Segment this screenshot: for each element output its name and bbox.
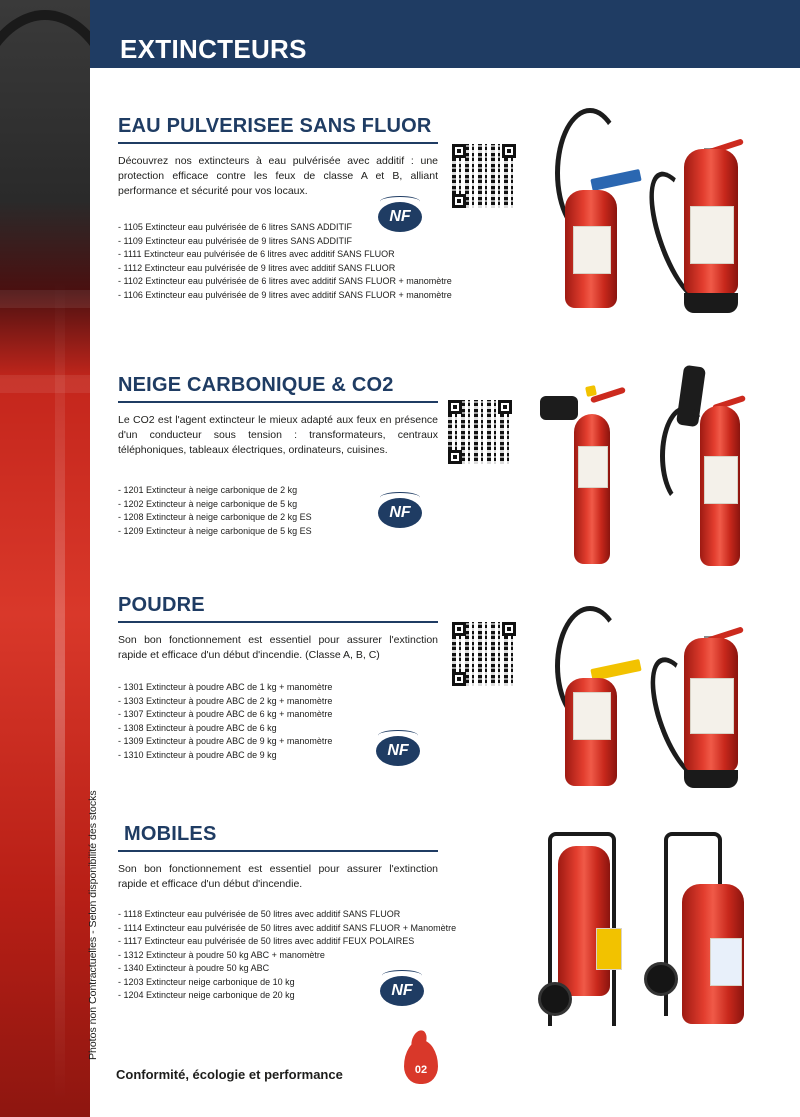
list-item: - 1106 Extincteur eau pulvérisée de 9 litres avec additif SANS FLUOR + manomètre <box>118 289 452 300</box>
section-title: POUDRE <box>118 594 438 623</box>
section-description: Découvrez nos extincteurs à eau pulvérisée avec additif : une protection efficace contre les feux de classe A et B, alliant performance et sécurité pour vos locaux. <box>118 155 438 197</box>
list-item: - 1117 Extincteur eau pulvérisée de 50 litres avec additif FEUX POLAIRES <box>118 936 415 946</box>
section-title: EAU PULVERISEE SANS FLUOR <box>118 115 438 144</box>
product-label <box>690 206 734 264</box>
nf-certification-logo: NF <box>376 736 420 766</box>
side-photo-shine <box>55 280 65 1100</box>
cylinder <box>574 414 610 564</box>
list-item: - 1202 Extincteur à neige carbonique de 5 kg <box>118 498 298 509</box>
page-number: 02 <box>414 1064 428 1076</box>
qr-code-icon[interactable] <box>450 620 518 688</box>
section-description: Son bon fonctionnement est essentiel pour assurer l'extinction rapide et efficace d'un début d'incendie. <box>118 863 438 890</box>
list-item: - 1301 Extincteur à poudre ABC de 1 kg + manomètre <box>118 682 333 692</box>
nf-certification-logo: NF <box>378 202 422 232</box>
side-photo-hose <box>0 10 90 290</box>
base <box>684 293 738 313</box>
list-item: - 1203 Extincteur neige carbonique de 10 kg <box>118 976 295 987</box>
list-item: - 1208 Extincteur à neige carbonique de 2 kg ES <box>118 512 312 522</box>
co2-horn <box>540 396 578 420</box>
list-item: - 1102 Extincteur eau pulvérisée de 6 litres avec additif SANS FLUOR + manomètre <box>118 276 452 286</box>
product-label <box>573 226 611 274</box>
extinguisher-image-exper-water <box>658 138 748 313</box>
wheel <box>644 962 678 996</box>
list-item: - 1201 Extincteur à neige carbonique de 2 kg <box>118 485 298 495</box>
mobile-extinguisher-image-2 <box>644 832 748 1032</box>
list-item: - 1307 Extincteur à poudre ABC de 6 kg + manomètre <box>118 709 333 719</box>
side-photo-ring <box>0 290 90 308</box>
list-item: - 1340 Extincteur à poudre 50 kg ABC <box>118 963 270 973</box>
list-item: - 1114 Extincteur eau pulvérisée de 50 litres avec additif SANS FLUOR + Manomètre <box>118 922 457 933</box>
qr-finder <box>448 400 462 414</box>
list-item: - 1209 Extincteur à neige carbonique de 5 kg ES <box>118 525 312 536</box>
wheel <box>538 982 572 1016</box>
nf-certification-logo: NF <box>378 498 422 528</box>
qr-code-icon[interactable] <box>446 398 514 466</box>
cylinder <box>558 846 610 996</box>
list-item: - 1118 Extincteur eau pulvérisée de 50 litres avec additif SANS FLUOR <box>118 909 401 919</box>
product-label <box>704 456 738 504</box>
list-item: - 1105 Extincteur eau pulvérisée de 6 litres SANS ADDITIF <box>118 222 352 232</box>
side-caption: Photos non Contractuelles - Selon disponibilité des stocks <box>87 790 99 1060</box>
extinguisher-image-spit-water <box>555 108 665 308</box>
qr-finder <box>452 622 466 636</box>
header-band <box>90 0 800 68</box>
product-label <box>596 928 622 970</box>
mobile-extinguisher-image-1 <box>538 832 638 1032</box>
extinguisher-image-spit-powder <box>555 606 665 786</box>
section-description: Son bon fonctionnement est essentiel pour assurer l'extinction rapide et efficace d'un début d'incendie. (Classe A, B, C) <box>118 634 438 661</box>
extinguisher-image-exper-powder <box>658 628 748 788</box>
product-label <box>690 678 734 734</box>
page-title: EXTINCTEURS <box>120 34 307 64</box>
list-item: - 1310 Extincteur à poudre ABC de 9 kg <box>118 749 277 760</box>
nf-certification-logo: NF <box>380 976 424 1006</box>
qr-finder <box>498 400 512 414</box>
side-photo-extinguisher <box>0 0 90 1117</box>
list-item: - 1303 Extincteur à poudre ABC de 2 kg + manomètre <box>118 695 333 706</box>
section-description: Le CO2 est l'agent extincteur le mieux adapté aux feux en présence d'un conducteur sous tension : transformateurs, centraux téléphoniques, tableaux électriques, ordinateurs, cuisines. <box>118 414 438 456</box>
product-label <box>573 692 611 740</box>
extinguisher-image-co2-2kg <box>540 386 630 564</box>
qr-finder <box>502 622 516 636</box>
footer-tagline: Conformité, écologie et performance <box>116 1067 343 1082</box>
product-label <box>578 446 608 488</box>
qr-finder <box>452 672 466 686</box>
qr-finder <box>502 144 516 158</box>
list-item: - 1308 Extincteur à poudre ABC de 6 kg <box>118 722 277 733</box>
product-list <box>118 221 452 302</box>
product-label <box>710 938 742 986</box>
side-photo-ring <box>0 375 90 393</box>
qr-finder <box>452 194 466 208</box>
list-item: - 1111 Extincteur eau pulvérisée de 6 litres avec additif SANS FLUOR <box>118 249 395 259</box>
list-item: - 1312 Extincteur à poudre 50 kg ABC + manomètre <box>118 949 325 960</box>
list-item: - 1309 Extincteur à poudre ABC de 9 kg + manomètre <box>118 736 333 746</box>
qr-finder <box>452 144 466 158</box>
flame-icon <box>404 1040 438 1084</box>
base <box>684 770 738 788</box>
safety-pin <box>585 385 597 397</box>
qr-finder <box>448 450 462 464</box>
list-item: - 1204 Extincteur neige carbonique de 20 kg <box>118 990 295 1000</box>
qr-code-icon[interactable] <box>450 142 518 210</box>
list-item: - 1109 Extincteur eau pulvérisée de 9 litres SANS ADDITIF <box>118 235 352 246</box>
extinguisher-image-co2-5kg <box>660 366 750 566</box>
section-title: MOBILES <box>118 823 438 852</box>
section-title: NEIGE CARBONIQUE & CO2 <box>118 374 438 403</box>
list-item: - 1112 Extincteur eau pulvérisée de 9 litres avec additif SANS FLUOR <box>118 262 396 273</box>
